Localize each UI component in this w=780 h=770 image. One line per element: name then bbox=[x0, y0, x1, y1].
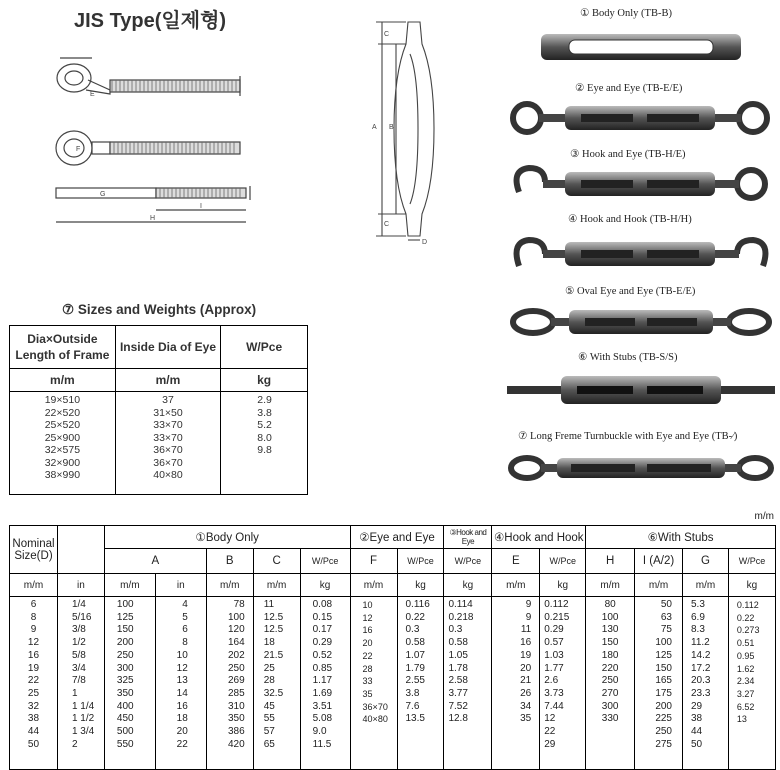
unit-g-mm: m/m bbox=[683, 574, 729, 597]
label-d: D bbox=[422, 239, 428, 244]
data-d-mm: 6 8 9 12 16 19 22 25 32 38 44 50 bbox=[27, 599, 40, 750]
data-w4: 0.112 0.215 0.29 0.57 1.03 1.77 2.6 3.73 7.44 12 22 29 bbox=[544, 599, 570, 750]
col-b: B bbox=[206, 549, 253, 574]
unit-mm-2: m/m bbox=[115, 369, 220, 392]
col-weight-values: 2.9 3.8 5.2 8.0 9.8 bbox=[257, 394, 272, 456]
data-i: 50 63 75 100 125 150 165 175 200 225 250 275 bbox=[655, 599, 672, 750]
col-g: G bbox=[683, 549, 729, 574]
group-body-only: ①Body Only bbox=[104, 526, 350, 549]
hook-and-eye-image bbox=[517, 168, 765, 198]
unit-c-mm: m/m bbox=[253, 574, 300, 597]
col-a: A bbox=[104, 549, 206, 574]
unit-w2-kg: kg bbox=[397, 574, 444, 597]
oval-eye-image bbox=[513, 310, 769, 334]
col-h: H bbox=[586, 549, 635, 574]
unit-kg: kg bbox=[221, 369, 308, 392]
label-g: G bbox=[100, 191, 106, 198]
sizes-table bbox=[9, 325, 308, 495]
label-i: I bbox=[200, 203, 202, 210]
data-a-mm: 100 125 150 200 250 300 325 350 400 450 500 550 bbox=[116, 599, 134, 750]
col-e: E bbox=[492, 549, 540, 574]
col-c: C bbox=[253, 549, 300, 574]
col-wpce-6: W/Pce bbox=[728, 549, 775, 574]
unit-f-mm: m/m bbox=[350, 574, 397, 597]
label-e: E bbox=[90, 91, 95, 98]
unit-d-mm: m/m bbox=[10, 574, 58, 597]
caption-eye-and-eye: ② Eye and Eye (TB-E/E) bbox=[575, 83, 683, 94]
group-hook-and-hook: ④Hook and Hook bbox=[492, 526, 586, 549]
col-wpce-4: W/Pce bbox=[540, 549, 586, 574]
turnbuckle-body-drawing bbox=[370, 14, 450, 244]
long-frame-image bbox=[511, 458, 771, 478]
data-w2: 0.116 0.22 0.3 0.58 1.07 1.79 2.55 3.8 7.6 13.5 bbox=[405, 599, 430, 725]
data-w3: 0.114 0.218 0.3 0.58 1.05 1.78 2.58 3.77 7.52 12.8 bbox=[448, 599, 474, 725]
col-i: I (A/2) bbox=[635, 549, 683, 574]
unit-a-in: in bbox=[155, 574, 206, 597]
col-inside-values: 37 31×50 33×70 33×70 36×70 36×70 40×80 bbox=[153, 394, 183, 481]
eye-and-eye-image bbox=[513, 104, 767, 132]
unit-w1-kg: kg bbox=[300, 574, 350, 597]
unit-a-mm: m/m bbox=[104, 574, 155, 597]
header-nominal-size: Nominal Size(D) bbox=[10, 526, 58, 574]
unit-mm-1: m/m bbox=[10, 369, 116, 392]
header-dia-length: Dia×Outside Length of Frame bbox=[10, 326, 116, 369]
col-dia-values: 19×510 22×520 25×520 25×900 32×575 32×900 38×990 bbox=[44, 394, 81, 481]
label-h: H bbox=[150, 215, 156, 222]
caption-oval-eye: ⑤ Oval Eye and Eye (TB-E/E) bbox=[565, 286, 696, 297]
label-c-top: C bbox=[384, 31, 390, 38]
data-f: 10 12 16 20 22 28 33 35 36×70 40×80 bbox=[362, 600, 388, 725]
col-wpce-2: W/Pce bbox=[397, 549, 444, 574]
spec-table bbox=[9, 525, 776, 770]
caption-body-only: ① Body Only (TB-B) bbox=[580, 8, 672, 19]
label-a: A bbox=[372, 124, 377, 131]
data-h: 80 100 130 150 180 220 250 270 300 330 bbox=[601, 599, 619, 725]
group-eye-and-eye: ②Eye and Eye bbox=[350, 526, 444, 549]
page-title: JIS Type(일제형) bbox=[74, 10, 227, 32]
caption-long-frame: ⑦ Long Freme Turnbuckle with Eye and Eye (TB-⁄) bbox=[518, 431, 738, 442]
group-hook-and-eye: ③Hook and Eye bbox=[444, 526, 492, 549]
data-c: 11 12.5 12.5 18 21.5 25 28 32.5 45 55 57 65 bbox=[263, 599, 284, 750]
caption-hook-and-eye: ③ Hook and Eye (TB-H/E) bbox=[570, 149, 686, 160]
data-w1: 0.08 0.15 0.17 0.29 0.52 0.85 1.17 1.69 3.51 5.08 9.0 11.5 bbox=[312, 599, 333, 750]
data-e: 9 9 11 16 19 20 21 26 34 35 bbox=[520, 599, 532, 725]
with-stubs-image bbox=[507, 376, 775, 404]
data-w6: 0.112 0.22 0.273 0.51 0.95 1.62 2.34 3.27 6.52 13 bbox=[736, 600, 760, 725]
eye-bolt-drawing bbox=[40, 50, 280, 230]
caption-with-stubs: ⑥ With Stubs (TB-S/S) bbox=[578, 352, 678, 363]
unit-b-mm: m/m bbox=[206, 574, 253, 597]
unit-e-mm: m/m bbox=[492, 574, 540, 597]
unit-d-in: in bbox=[57, 574, 104, 597]
unit-i-mm: m/m bbox=[635, 574, 683, 597]
header-wpce: W/Pce bbox=[221, 326, 308, 369]
sizes-table-title: ⑦ Sizes and Weights (Approx) bbox=[62, 302, 257, 317]
turnbuckle-photos bbox=[505, 20, 777, 490]
data-d-in: 1/4 5/16 3/8 1/2 5/8 3/4 7/8 1 1 1/4 1 1/2 1 3/4 2 bbox=[71, 599, 95, 750]
caption-hook-and-hook: ④ Hook and Hook (TB-H/H) bbox=[568, 214, 692, 225]
col-wpce-1: W/Pce bbox=[300, 549, 350, 574]
unit-w3-kg: kg bbox=[444, 574, 492, 597]
label-b: B bbox=[389, 124, 394, 131]
col-f: F bbox=[350, 549, 397, 574]
unit-w6-kg: kg bbox=[728, 574, 775, 597]
data-a-in: 4 5 6 8 10 12 13 14 16 18 20 22 bbox=[176, 599, 188, 750]
group-with-stubs: ⑥With Stubs bbox=[586, 526, 776, 549]
label-f: F bbox=[76, 146, 81, 153]
unit-w4-kg: kg bbox=[540, 574, 586, 597]
data-g: 5.3 6.9 8.3 11.2 14.2 17.2 20.3 23.3 29 38 44 50 bbox=[691, 599, 711, 750]
data-b: 78 100 120 164 202 250 269 285 310 350 386 420 bbox=[228, 599, 245, 750]
col-wpce-3: W/Pce bbox=[444, 549, 492, 574]
unit-note: m/m bbox=[754, 511, 774, 522]
unit-h-mm: m/m bbox=[586, 574, 635, 597]
header-inside-dia: Inside Dia of Eye bbox=[115, 326, 220, 369]
body-only-image bbox=[541, 34, 741, 60]
label-c-bottom: C bbox=[384, 221, 390, 228]
hook-and-hook-image bbox=[517, 240, 766, 266]
